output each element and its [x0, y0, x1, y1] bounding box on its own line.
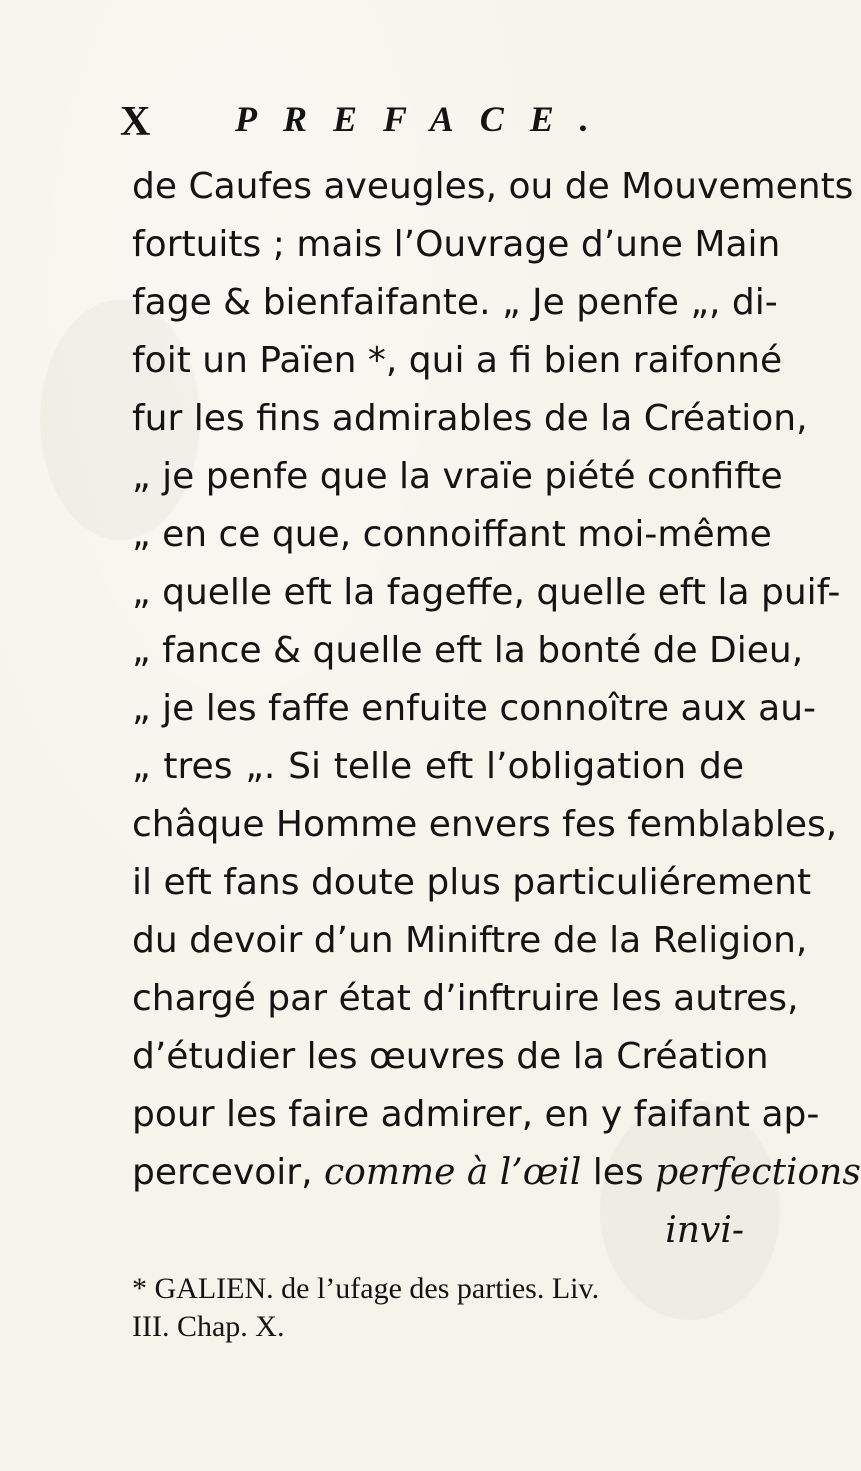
body-text	[132, 158, 861, 1260]
text-segment: „ fance & quelle eft la bonté de Dieu,	[132, 630, 804, 671]
text-line	[132, 622, 804, 680]
text-line	[132, 738, 744, 796]
italic-text: perfections	[655, 1152, 861, 1193]
text-line	[132, 970, 799, 1028]
footnote-line: III. Chap. X.	[132, 1310, 285, 1343]
text-line	[132, 796, 838, 854]
text-segment: chargé par état d’inftruire les autres,	[132, 978, 799, 1019]
text-segment: fage & bienfaifante. „ Je penfe „, di-	[132, 282, 778, 323]
text-segment: foit un Païen *, qui a fi bien raifonné	[132, 340, 783, 381]
text-line	[132, 390, 808, 448]
text-line	[132, 1028, 769, 1086]
text-line	[132, 564, 841, 622]
text-line	[132, 1086, 820, 1144]
text-line	[132, 216, 781, 274]
text-segment: pour les faire admirer, en y faifant ap-	[132, 1094, 820, 1135]
text-line	[132, 274, 778, 332]
text-line	[132, 680, 817, 738]
text-segment: „ en ce que, connoiffant moi-même	[132, 514, 772, 555]
catchword: invi-	[665, 1210, 744, 1251]
text-line	[132, 506, 772, 564]
text-line	[132, 1144, 861, 1202]
text-segment: „ quelle eft la fageffe, quelle eft la puif-	[132, 572, 841, 613]
page-header	[120, 98, 760, 148]
text-segment: d’étudier les œuvres de la Création	[132, 1036, 769, 1077]
text-line	[132, 448, 783, 506]
text-segment: il eft fans doute plus particuliérement	[132, 862, 812, 903]
footnote-line: * GALIEN. de l’ufage des parties. Liv.	[132, 1272, 600, 1305]
text-segment: les	[581, 1152, 656, 1193]
text-segment: „ tres „. Si telle eft l’obligation de	[132, 746, 744, 787]
text-line	[132, 912, 808, 970]
text-line	[132, 854, 812, 912]
text-segment: percevoir,	[132, 1152, 324, 1193]
text-segment: fur les fins admirables de la Création,	[132, 398, 808, 439]
text-line	[132, 332, 783, 390]
running-title: PREFACE.	[235, 99, 615, 139]
page-number: X	[120, 99, 152, 145]
text-segment: „ je les faffe enfuite connoître aux au-	[132, 688, 817, 729]
text-segment: châque Homme envers fes femblables,	[132, 804, 838, 845]
italic-text: comme à l’œil	[323, 1152, 582, 1193]
text-line	[132, 158, 854, 216]
text-segment: du devoir d’un Miniftre de la Religion,	[132, 920, 808, 961]
text-segment: „ je penfe que la vraïe piété confifte	[132, 456, 783, 497]
footnote	[132, 1270, 752, 1346]
text-segment: fortuits ; mais l’Ouvrage d’une Main	[132, 224, 781, 265]
text-segment: de Caufes aveugles, ou de Mouvements	[132, 166, 854, 207]
